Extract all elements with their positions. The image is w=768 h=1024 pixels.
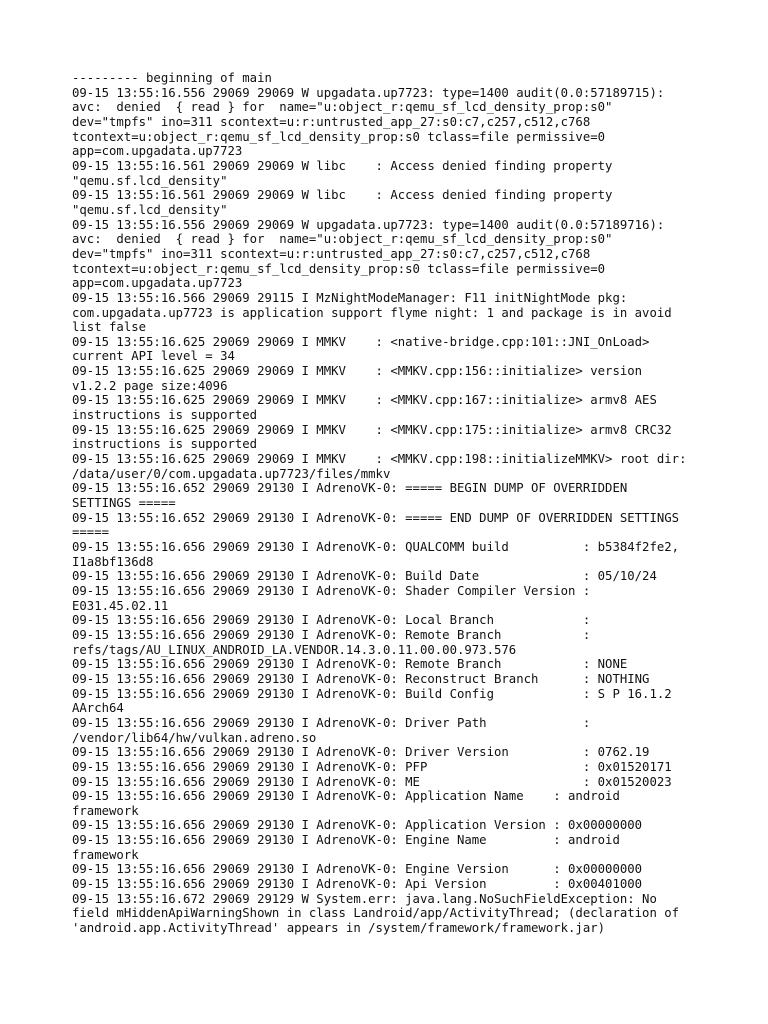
- log-line: 09-15 13:55:16.656 29069 29130 I AdrenoVK-0: Reconstruct Branch : NOTHING: [72, 671, 650, 686]
- log-document: [72, 71, 712, 936]
- log-line: 09-15 13:55:16.656 29069 29130 I AdrenoVK-0: Build Config : S P 16.1.2: [72, 686, 672, 701]
- log-line: app=com.upgadata.up7723: [72, 144, 243, 159]
- log-line: 09-15 13:55:16.625 29069 29069 I MMKV : <MMKV.cpp:175::initialize> armv8 CRC32: [72, 422, 672, 437]
- log-line: 09-15 13:55:16.561 29069 29069 W libc : Access denied finding property: [72, 188, 613, 203]
- log-line: SETTINGS =====: [72, 496, 176, 511]
- log-line: 09-15 13:55:16.625 29069 29069 I MMKV : <MMKV.cpp:167::initialize> armv8 AES: [72, 393, 657, 408]
- log-line: 09-15 13:55:16.672 29069 29129 W System.err: java.lang.NoSuchFieldException: No: [72, 891, 657, 906]
- log-line: instructions is supported: [72, 437, 258, 452]
- log-line: list false: [72, 320, 147, 335]
- log-line: 09-15 13:55:16.656 29069 29130 I AdrenoVK-0: Application Version : 0x00000000: [72, 818, 643, 833]
- log-line: "qemu.sf.lcd_density": [72, 173, 228, 188]
- log-line: tcontext=u:object_r:qemu_sf_lcd_density_prop:s0 tclass=file permissive=0: [72, 129, 606, 144]
- log-line: 09-15 13:55:16.656 29069 29130 I AdrenoVK-0: Api Version : 0x00401000: [72, 877, 643, 892]
- log-line: 09-15 13:55:16.656 29069 29130 I AdrenoVK-0: Application Name : android: [72, 789, 620, 804]
- log-line: 09-15 13:55:16.652 29069 29130 I AdrenoVK-0: ===== BEGIN DUMP OF OVERRIDDEN: [72, 481, 628, 496]
- log-line: 09-15 13:55:16.566 29069 29115 I MzNightModeManager: F11 initNightMode pkg:: [72, 290, 628, 305]
- log-line: /vendor/lib64/hw/vulkan.adreno.so: [72, 730, 317, 745]
- log-line: framework: [72, 847, 139, 862]
- log-line: /data/user/0/com.upgadata.up7723/files/mmkv: [72, 466, 391, 481]
- log-line: I1a8bf136d8: [72, 554, 154, 569]
- log-line: com.upgadata.up7723 is application support flyme night: 1 and package is in avoid: [72, 305, 672, 320]
- log-line: instructions is supported: [72, 408, 258, 423]
- log-line: tcontext=u:object_r:qemu_sf_lcd_density_prop:s0 tclass=file permissive=0: [72, 261, 606, 276]
- log-line: dev="tmpfs" ino=311 scontext=u:r:untrusted_app_27:s0:c7,c257,c512,c768: [72, 114, 591, 129]
- log-line: 09-15 13:55:16.656 29069 29130 I AdrenoVK-0: ME : 0x01520023: [72, 774, 672, 789]
- log-line: 09-15 13:55:16.656 29069 29130 I AdrenoVK-0: PFP : 0x01520171: [72, 759, 672, 774]
- log-line: refs/tags/AU_LINUX_ANDROID_LA.VENDOR.14.3.0.11.00.00.973.576: [72, 642, 517, 657]
- log-line: 09-15 13:55:16.656 29069 29130 I AdrenoVK-0: Shader Compiler Version :: [72, 583, 591, 598]
- log-line: dev="tmpfs" ino=311 scontext=u:r:untrusted_app_27:s0:c7,c257,c512,c768: [72, 246, 591, 261]
- log-line: v1.2.2 page size:4096: [72, 378, 228, 393]
- log-line: avc: denied { read } for name="u:object_r:qemu_sf_lcd_density_prop:s0": [72, 100, 613, 115]
- log-line: 09-15 13:55:16.656 29069 29130 I AdrenoVK-0: Build Date : 05/10/24: [72, 569, 657, 584]
- log-line: 09-15 13:55:16.656 29069 29130 I AdrenoVK-0: QUALCOMM build : b5384f2fe2,: [72, 540, 680, 554]
- log-line: framework: [72, 803, 139, 818]
- log-line: =====: [72, 525, 110, 540]
- log-line: avc: denied { read } for name="u:object_r:qemu_sf_lcd_density_prop:s0": [72, 232, 613, 247]
- log-line: app=com.upgadata.up7723: [72, 276, 243, 291]
- log-line: 09-15 13:55:16.656 29069 29130 I AdrenoVK-0: Driver Version : 0762.19: [72, 745, 650, 760]
- log-line: 09-15 13:55:16.652 29069 29130 I AdrenoVK-0: ===== END DUMP OF OVERRIDDEN SETTINGS: [72, 510, 680, 525]
- log-line: 09-15 13:55:16.656 29069 29130 I AdrenoVK-0: Remote Branch :: [72, 627, 591, 642]
- log-line: 09-15 13:55:16.625 29069 29069 I MMKV : <MMKV.cpp:156::initialize> version: [72, 364, 643, 379]
- log-line: 09-15 13:55:16.656 29069 29130 I AdrenoVK-0: Local Branch :: [72, 613, 591, 628]
- log-line: current API level = 34: [72, 349, 235, 364]
- log-line: AArch64: [72, 701, 124, 716]
- log-line: 09-15 13:55:16.561 29069 29069 W libc : Access denied finding property: [72, 158, 613, 173]
- log-line: 09-15 13:55:16.656 29069 29130 I AdrenoVK-0: Remote Branch : NONE: [72, 657, 628, 672]
- log-line: 09-15 13:55:16.656 29069 29130 I AdrenoVK-0: Engine Version : 0x00000000: [72, 862, 643, 877]
- log-line: E031.45.02.11: [72, 598, 169, 613]
- log-line: field mHiddenApiWarningShown in class Landroid/app/ActivityThread; (declaration of: [72, 906, 680, 921]
- log-line: 09-15 13:55:16.625 29069 29069 I MMKV : <native-bridge.cpp:101::JNI_OnLoad>: [72, 334, 650, 349]
- log-line: 09-15 13:55:16.556 29069 29069 W upgadata.up7723: type=1400 audit(0.0:57189715):: [72, 85, 665, 100]
- log-line: --------- beginning of main: [72, 71, 272, 85]
- log-line: "qemu.sf.lcd_density": [72, 202, 228, 217]
- log-line: 09-15 13:55:16.656 29069 29130 I AdrenoVK-0: Driver Path :: [72, 715, 591, 730]
- log-line: 09-15 13:55:16.556 29069 29069 W upgadata.up7723: type=1400 audit(0.0:57189716):: [72, 217, 665, 232]
- log-line: 09-15 13:55:16.656 29069 29130 I AdrenoVK-0: Engine Name : android: [72, 833, 620, 848]
- log-line: 09-15 13:55:16.625 29069 29069 I MMKV : <MMKV.cpp:198::initializeMMKV> root dir:: [72, 452, 687, 467]
- log-line: 'android.app.ActivityThread' appears in /system/framework/framework.jar): [72, 921, 606, 936]
